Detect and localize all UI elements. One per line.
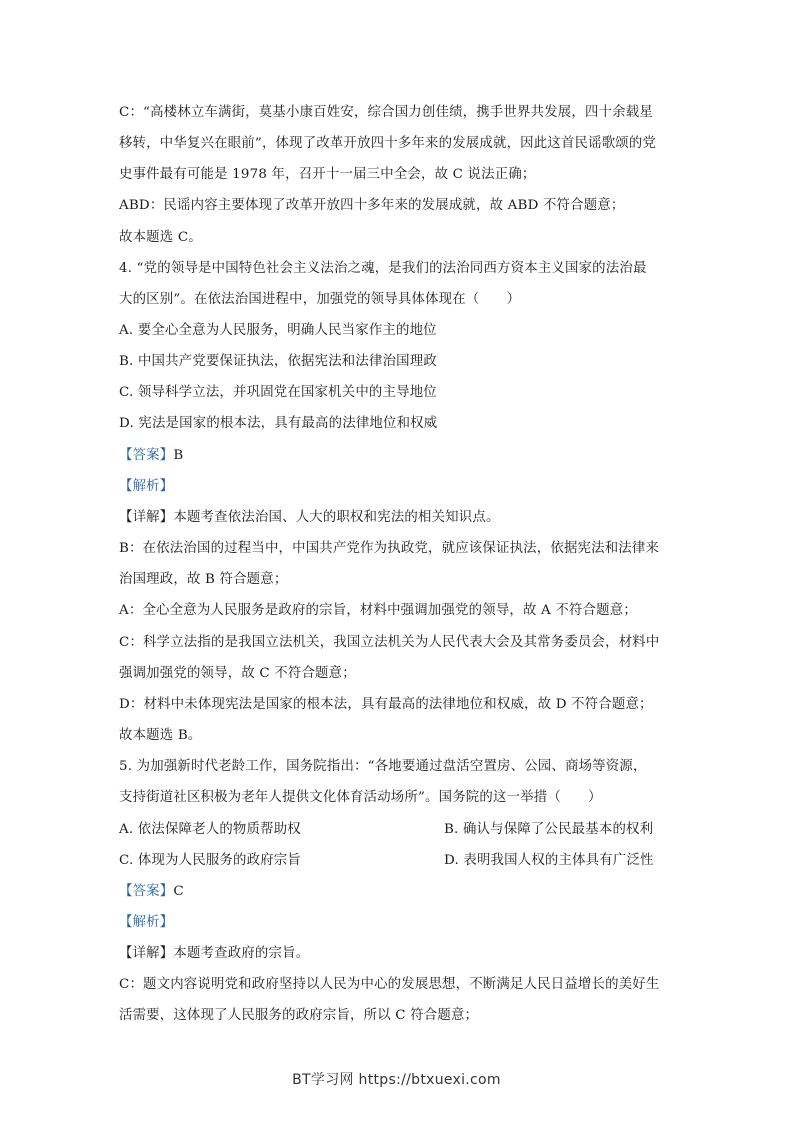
question-5-option-a: A. 依法保障老人的物质帮助权 (119, 822, 301, 837)
detail-text: 本题考查依法治国、人大的职权和宪法的相关知识点。 (173, 510, 500, 525)
text-line: 强调加强党的领导，故 C 不符合题意； (119, 666, 356, 681)
answer-label: 【答案】 (119, 448, 174, 463)
question-4-answer (119, 446, 679, 466)
question-4-option-b: B. 中国共产党要保证执法，依据宪法和法律治国理政 (119, 354, 437, 369)
question-4-stem: 4. “党的领导是中国特色社会主义法治之魂，是我们的法治同西方资本主义国家的法治最 (119, 261, 647, 276)
text-line: D：材料中未体现宪法是国家的根本法，具有最高的法律地位和权威，故 D 不符合题意； (119, 697, 653, 712)
text-line: 移转，中华复兴在眼前”，体现了改革开放四十多年来的发展成就，因此这首民谣歌颂的党 (119, 136, 657, 151)
text-line: ABD：民谣内容主要体现了改革开放四十多年来的发展成就，故 ABD 不符合题意； (119, 198, 625, 213)
detail-text: 本题考查政府的宗旨。 (173, 946, 310, 961)
text-line: 史事件最有可能是 1978 年，召开十一届三中全会，故 C 说法正确； (119, 167, 536, 182)
text-line: B：在依法治国的过程当中，中国共产党作为执政党，就应该保证执法，依据宪法和法律来 (119, 541, 660, 556)
text-line: 活需要，这体现了人民服务的政府宗旨，所以 C 符合题意； (119, 1008, 479, 1023)
detail-label: 【详解】 (119, 510, 174, 525)
analysis-label: 【解析】 (119, 915, 174, 930)
text-line: C：题文内容说明党和政府坚持以人民为中心的发展思想，不断满足人民日益增长的美好生 (119, 977, 660, 992)
detail-label: 【详解】 (119, 946, 174, 961)
answer-label: 【答案】 (119, 884, 174, 899)
answer-value: C (173, 884, 184, 899)
question-5-option-d: D. 表明我国人权的主体具有广泛性 (444, 853, 654, 868)
text-line: 故本题选 C。 (119, 230, 202, 245)
question-4-analysis (119, 477, 679, 497)
question-4-option-d: D. 宪法是国家的根本法，具有最高的法律地位和权威 (119, 416, 438, 431)
question-5-stem: 5. 为加强新时代老龄工作，国务院指出：“各地要通过盘活空置房、公园、商场等资源， (119, 759, 647, 774)
text-line: 治国理政，故 B 符合题意； (119, 572, 288, 587)
question-4-option-a: A. 要全心全意为人民服务，明确人民当家作主的地位 (119, 323, 437, 338)
question-5-option-c: C. 体现为人民服务的政府宗旨 (119, 853, 301, 868)
question-5-stem: 支持街道社区积极为老年人提供文化体育活动场所”。国务院的这一举措（ ） (119, 790, 602, 805)
question-4-stem: 大的区别”。在依法治国进程中，加强党的领导具体体现在（ ） (119, 292, 521, 307)
text-line: C：“高楼林立车满街，莫基小康百姓安，综合国力创佳绩，携手世界共发展，四十余载星 (119, 105, 653, 120)
question-4-option-c: C. 领导科学立法，并巩固党在国家机关中的主导地位 (119, 385, 437, 400)
text-line: A：全心全意为人民服务是政府的宗旨，材料中强调加强党的领导，故 A 不符合题意； (119, 603, 637, 618)
text-line: 故本题选 B。 (119, 728, 202, 743)
question-5-analysis (119, 913, 679, 933)
footer-watermark: BT学习网 https://btxuexi.com (292, 1072, 501, 1088)
question-5-detail (119, 944, 679, 964)
question-4-detail (119, 508, 679, 528)
answer-value: B (173, 448, 184, 463)
question-5-option-b: B. 确认与保障了公民最基本的权利 (444, 822, 654, 837)
text-line: C：科学立法指的是我国立法机关，我国立法机关为人民代表大会及其常务委员会，材料中 (119, 635, 660, 650)
question-5-answer (119, 882, 679, 902)
analysis-label: 【解析】 (119, 479, 174, 494)
